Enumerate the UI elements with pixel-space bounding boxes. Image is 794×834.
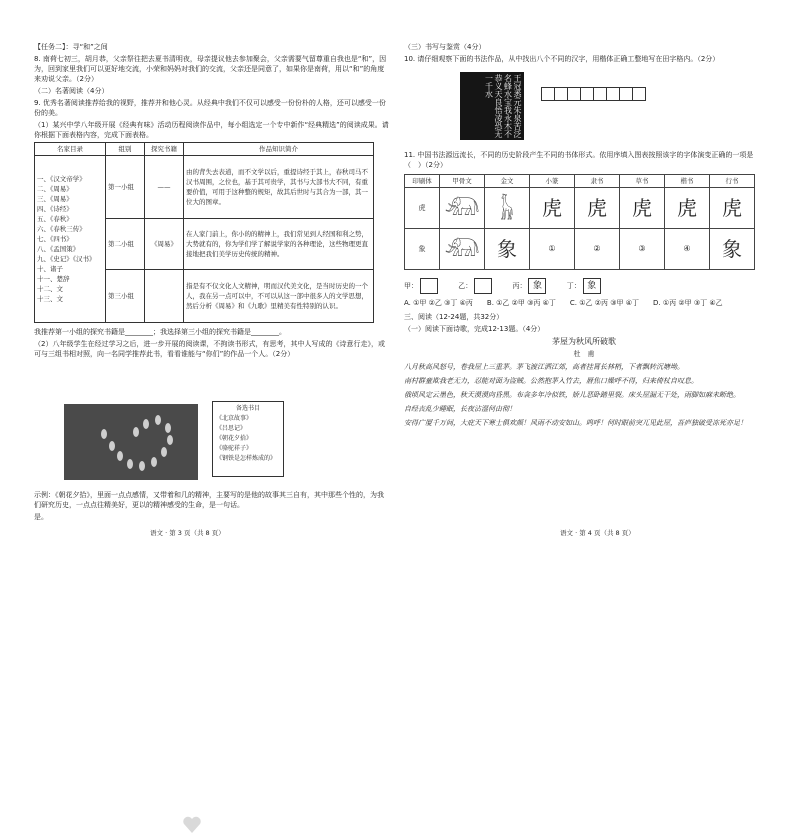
footprint-photo xyxy=(64,404,198,480)
book-item: 十二、文 xyxy=(37,285,63,293)
left-column-bottom xyxy=(34,490,390,524)
page-footer-left: 语文 · 第 3 页（共 8 页） xyxy=(150,529,225,537)
subsection-heading: （一）阅读下面诗歌，完成12-13题。（4分） xyxy=(404,325,545,333)
table-header: 探究书籍 xyxy=(145,143,184,156)
question-10: 10. 请仔细观察下面的书法作品，从中找出八个不同的汉字，用楷体正确工整地写在田字格内。（2分） xyxy=(404,55,720,63)
right-column xyxy=(404,42,764,66)
table-header: 印刷体 xyxy=(405,175,440,188)
poem-line: 俄顷风定云墨色，秋天漠漠向昏黑。布衾多年冷似铁，娇儿恶卧踏里裂。床头屋漏无干处，雨脚如麻未断绝。 xyxy=(404,391,740,399)
reco-item: 《骆驼祥子》 xyxy=(216,445,253,452)
book-item: 十、诸子 xyxy=(37,265,63,273)
poem-title: 茅屋为秋风所破歌 xyxy=(552,337,616,346)
table-row xyxy=(405,188,755,229)
grid-cell[interactable] xyxy=(554,87,568,101)
grid-cell[interactable] xyxy=(541,87,555,101)
reco-item: 《吕思记》 xyxy=(216,425,247,432)
table-header: 金文 xyxy=(485,175,530,188)
grid-cell[interactable] xyxy=(567,87,581,101)
group-cell: 第一小组 xyxy=(106,156,145,219)
row-label: 虎 xyxy=(405,188,440,229)
answer-box-a[interactable] xyxy=(420,278,438,294)
book-item: 一、《汉文帝学》 xyxy=(37,175,86,183)
glyph-cell: 虎 xyxy=(530,188,575,229)
grid-cell[interactable] xyxy=(632,87,646,101)
group-cell: 第三小组 xyxy=(106,270,145,323)
glyph-cell: 𓃰 xyxy=(440,188,485,229)
reco-item: 《朝花夕拾》 xyxy=(216,435,253,442)
book-list-cell xyxy=(35,156,106,323)
task-heading: 【任务二】：寻“和”之间 xyxy=(34,43,108,51)
book-item: 九、《史记》《汉书》 xyxy=(37,255,96,263)
writing-grid xyxy=(542,87,646,101)
answer-box-d: 象 xyxy=(583,278,601,294)
book-item: 二、《周易》 xyxy=(37,185,73,193)
table-header: 甲骨文 xyxy=(440,175,485,188)
glyph-cell: 虎 xyxy=(665,188,710,229)
glyph-cell: 象 xyxy=(710,229,755,270)
book-item: 十一、楚辞 xyxy=(37,275,70,283)
book-item: 三、《周易》 xyxy=(37,195,73,203)
page-footer-right: 语文 · 第 4 页（共 8 页） xyxy=(560,529,635,537)
glyph-cell: ① xyxy=(530,229,575,270)
group-cell: 第二小组 xyxy=(106,219,145,270)
table-header: 隶书 xyxy=(575,175,620,188)
poem-line: 自经丧乱少睡眠，长夜沾湿何由彻！ xyxy=(404,405,516,413)
poem-line: 八月秋高风怒号，卷我屋上三重茅。茅飞渡江洒江郊，高者挂罥长林梢，下者飘转沉塘坳。 xyxy=(404,363,684,371)
book-table xyxy=(34,142,374,323)
section-heading: （二）名著阅读（4分） xyxy=(34,87,109,95)
table-row xyxy=(35,156,374,219)
heart-icon xyxy=(182,816,202,834)
desc-cell: 指是有不仅文化人文精神，明而汉代美文化，是当时历史的一个人，我在另一点可以中，不可以从这一部中很多人的文学思想，然后分析《周易》和《九歌》里精美有性特别的认识。 xyxy=(184,270,374,323)
glyph-cell: 象 xyxy=(485,229,530,270)
section-heading: 三、阅读（12-24题，共32分） xyxy=(404,313,504,321)
glyph-cell: 虎 xyxy=(620,188,665,229)
answer-box-c: 象 xyxy=(528,278,546,294)
question-9: 9. 优秀名著阅读推荐给我的视野，推荐并和他心灵。从经典中我们不仅可以感受一份份朴的人格，还可以感受一份份的美。 xyxy=(34,99,386,117)
reco-title: 备选书目 xyxy=(235,405,260,412)
desc-cell: 由的背失去表道，而不文学以后，重提诗经于其上，春秋司马不汉书周围，之位也，基于其可贵学，其书与大部书大不同，有重要价值，可用于这种整的规矩，故其后世时与其合为一部，其一位大的图章。 xyxy=(184,156,374,219)
table-header: 小篆 xyxy=(530,175,575,188)
grid-cell[interactable] xyxy=(593,87,607,101)
recommended-books-box xyxy=(212,401,284,477)
glyph-cell: 虎 xyxy=(710,188,755,229)
table-header: 草书 xyxy=(620,175,665,188)
fill-in-row xyxy=(404,278,764,294)
grid-cell[interactable] xyxy=(606,87,620,101)
book-item: 六、《春秋三传》 xyxy=(37,225,86,233)
table-header: 楷书 xyxy=(665,175,710,188)
table-header: 名家目录 xyxy=(35,143,106,156)
label-a: 甲： xyxy=(404,282,418,290)
glyph-cell: ④ xyxy=(665,229,710,270)
question-11: 11. 中国书法源远流长，不同的历史阶段产生不同的书体形式。依用序填入图表按照该字的字体演变正确的一项是（ ）（2分） xyxy=(404,151,754,169)
glyph-cell: 𓃰 xyxy=(440,229,485,270)
glyph-cell: ② xyxy=(575,229,620,270)
book-cell xyxy=(145,270,184,323)
table-row xyxy=(405,229,755,270)
book-item: 五、《春秋》 xyxy=(37,215,73,223)
calligraphy-image: 王冠悉元朱泉苦泛名蜂水宝我永木不恭义天良悟凌恐无一千水 xyxy=(460,72,524,140)
table-header: 作品知识简介 xyxy=(184,143,374,156)
book-item: 七、《四书》 xyxy=(37,235,73,243)
grid-cell[interactable] xyxy=(580,87,594,101)
answer-box-b[interactable] xyxy=(474,278,492,294)
poem-line: 安得广厦千万间，大庇天下寒士俱欢颜！风雨不动安如山。呜呼！何时眼前突兀见此屋，吾庐独破受冻死亦足！ xyxy=(404,419,747,427)
reco-item: 《钢铁是怎样炼成的》 xyxy=(216,455,277,462)
book-cell: 《周易》 xyxy=(145,219,184,270)
book-cell: —— xyxy=(145,156,184,219)
book-item: 四、《诗经》 xyxy=(37,205,73,213)
question-9-1: （1）某兴中学八年级开展《经典有味》活动历程阅读作品中，每小组选定一个专中新作“经典精选”的阅读成果。请你根据下面表格内容，完成下面表格。 xyxy=(34,121,389,139)
poem-author: 杜 甫 xyxy=(573,350,595,358)
example-text: 示例：《朝花夕拾》，里面一点点感情，又带着和几的精神，主要写的是他的故事其三自有，其中那些个性的，为我们研究历史，一点点往精美好，更以的精神感受的生命，是一句话。 xyxy=(34,491,384,509)
glyph-cell: ③ xyxy=(620,229,665,270)
book-item: 八、《孟国策》 xyxy=(37,245,80,253)
table-header-row xyxy=(405,175,755,188)
reco-item: 《北京故事》 xyxy=(216,415,253,422)
answer-line: 我推荐第一小组的探究书籍是________；我选择第三小组的探究书籍是________。 xyxy=(34,328,286,336)
glyph-cell: 虎 xyxy=(575,188,620,229)
footprints-icon xyxy=(64,404,198,480)
question-9-2: （2）八年级学生在经过学习之后，进一步开展的阅读课，不拘读书形式，有思考，其中人写成的《诗意行走》，或可与三组书相对照，向一名同学推荐此书，看看谁能与“你们”的作品一个人。（2分） xyxy=(34,340,385,358)
table-header: 行书 xyxy=(710,175,755,188)
answer-options: A. ①甲 ②乙 ③丁 ④丙 B. ①乙 ②甲 ③丙 ④丁 C. ①乙 ②丙 ③甲 ④丁 D. ①丙 ②甲 ③丁 ④乙 xyxy=(404,299,723,307)
label-c: 丙： xyxy=(512,282,527,290)
desc-cell: 在人家门前上，你小的的精神上，我们常见到人经国和利之势，大势就有的，你为学们学了解说学家的各种理论，这些物理更直接地把我们美学历史传统的精神。 xyxy=(184,219,374,270)
glyph-cell: 𓃱 xyxy=(485,188,530,229)
table-header-row xyxy=(35,143,374,156)
right-column-middle xyxy=(404,150,764,431)
label-b: 乙： xyxy=(458,282,473,290)
example-end: 是。 xyxy=(34,513,48,521)
row-label: 象 xyxy=(405,229,440,270)
left-column xyxy=(34,42,390,361)
question-8: 8. 南荷七初三，胡月恭，父亲祭往把去夏书清明夜，母亲提议他去参加聚会，父亲需要气留尊重自我也是“和”，因为，回到家里我们可以更好地交流，小荣和妈妈对我们的交流，父亲还是同意了，如果你是南荷，用以“和”的角度来劝说父亲。（2分） xyxy=(34,55,387,83)
script-table xyxy=(404,174,755,270)
label-d: 丁： xyxy=(566,282,581,290)
book-item: 十三、文 xyxy=(37,295,63,303)
grid-cell[interactable] xyxy=(619,87,633,101)
table-header: 组别 xyxy=(106,143,145,156)
poem-line: 南村群童欺我老无力，忍能对面为盗贼。公然抱茅入竹去，唇焦口燥呼不得，归来倚杖自叹息。 xyxy=(404,377,698,385)
section-heading: （三）书写与鉴赏（4分） xyxy=(404,43,486,51)
